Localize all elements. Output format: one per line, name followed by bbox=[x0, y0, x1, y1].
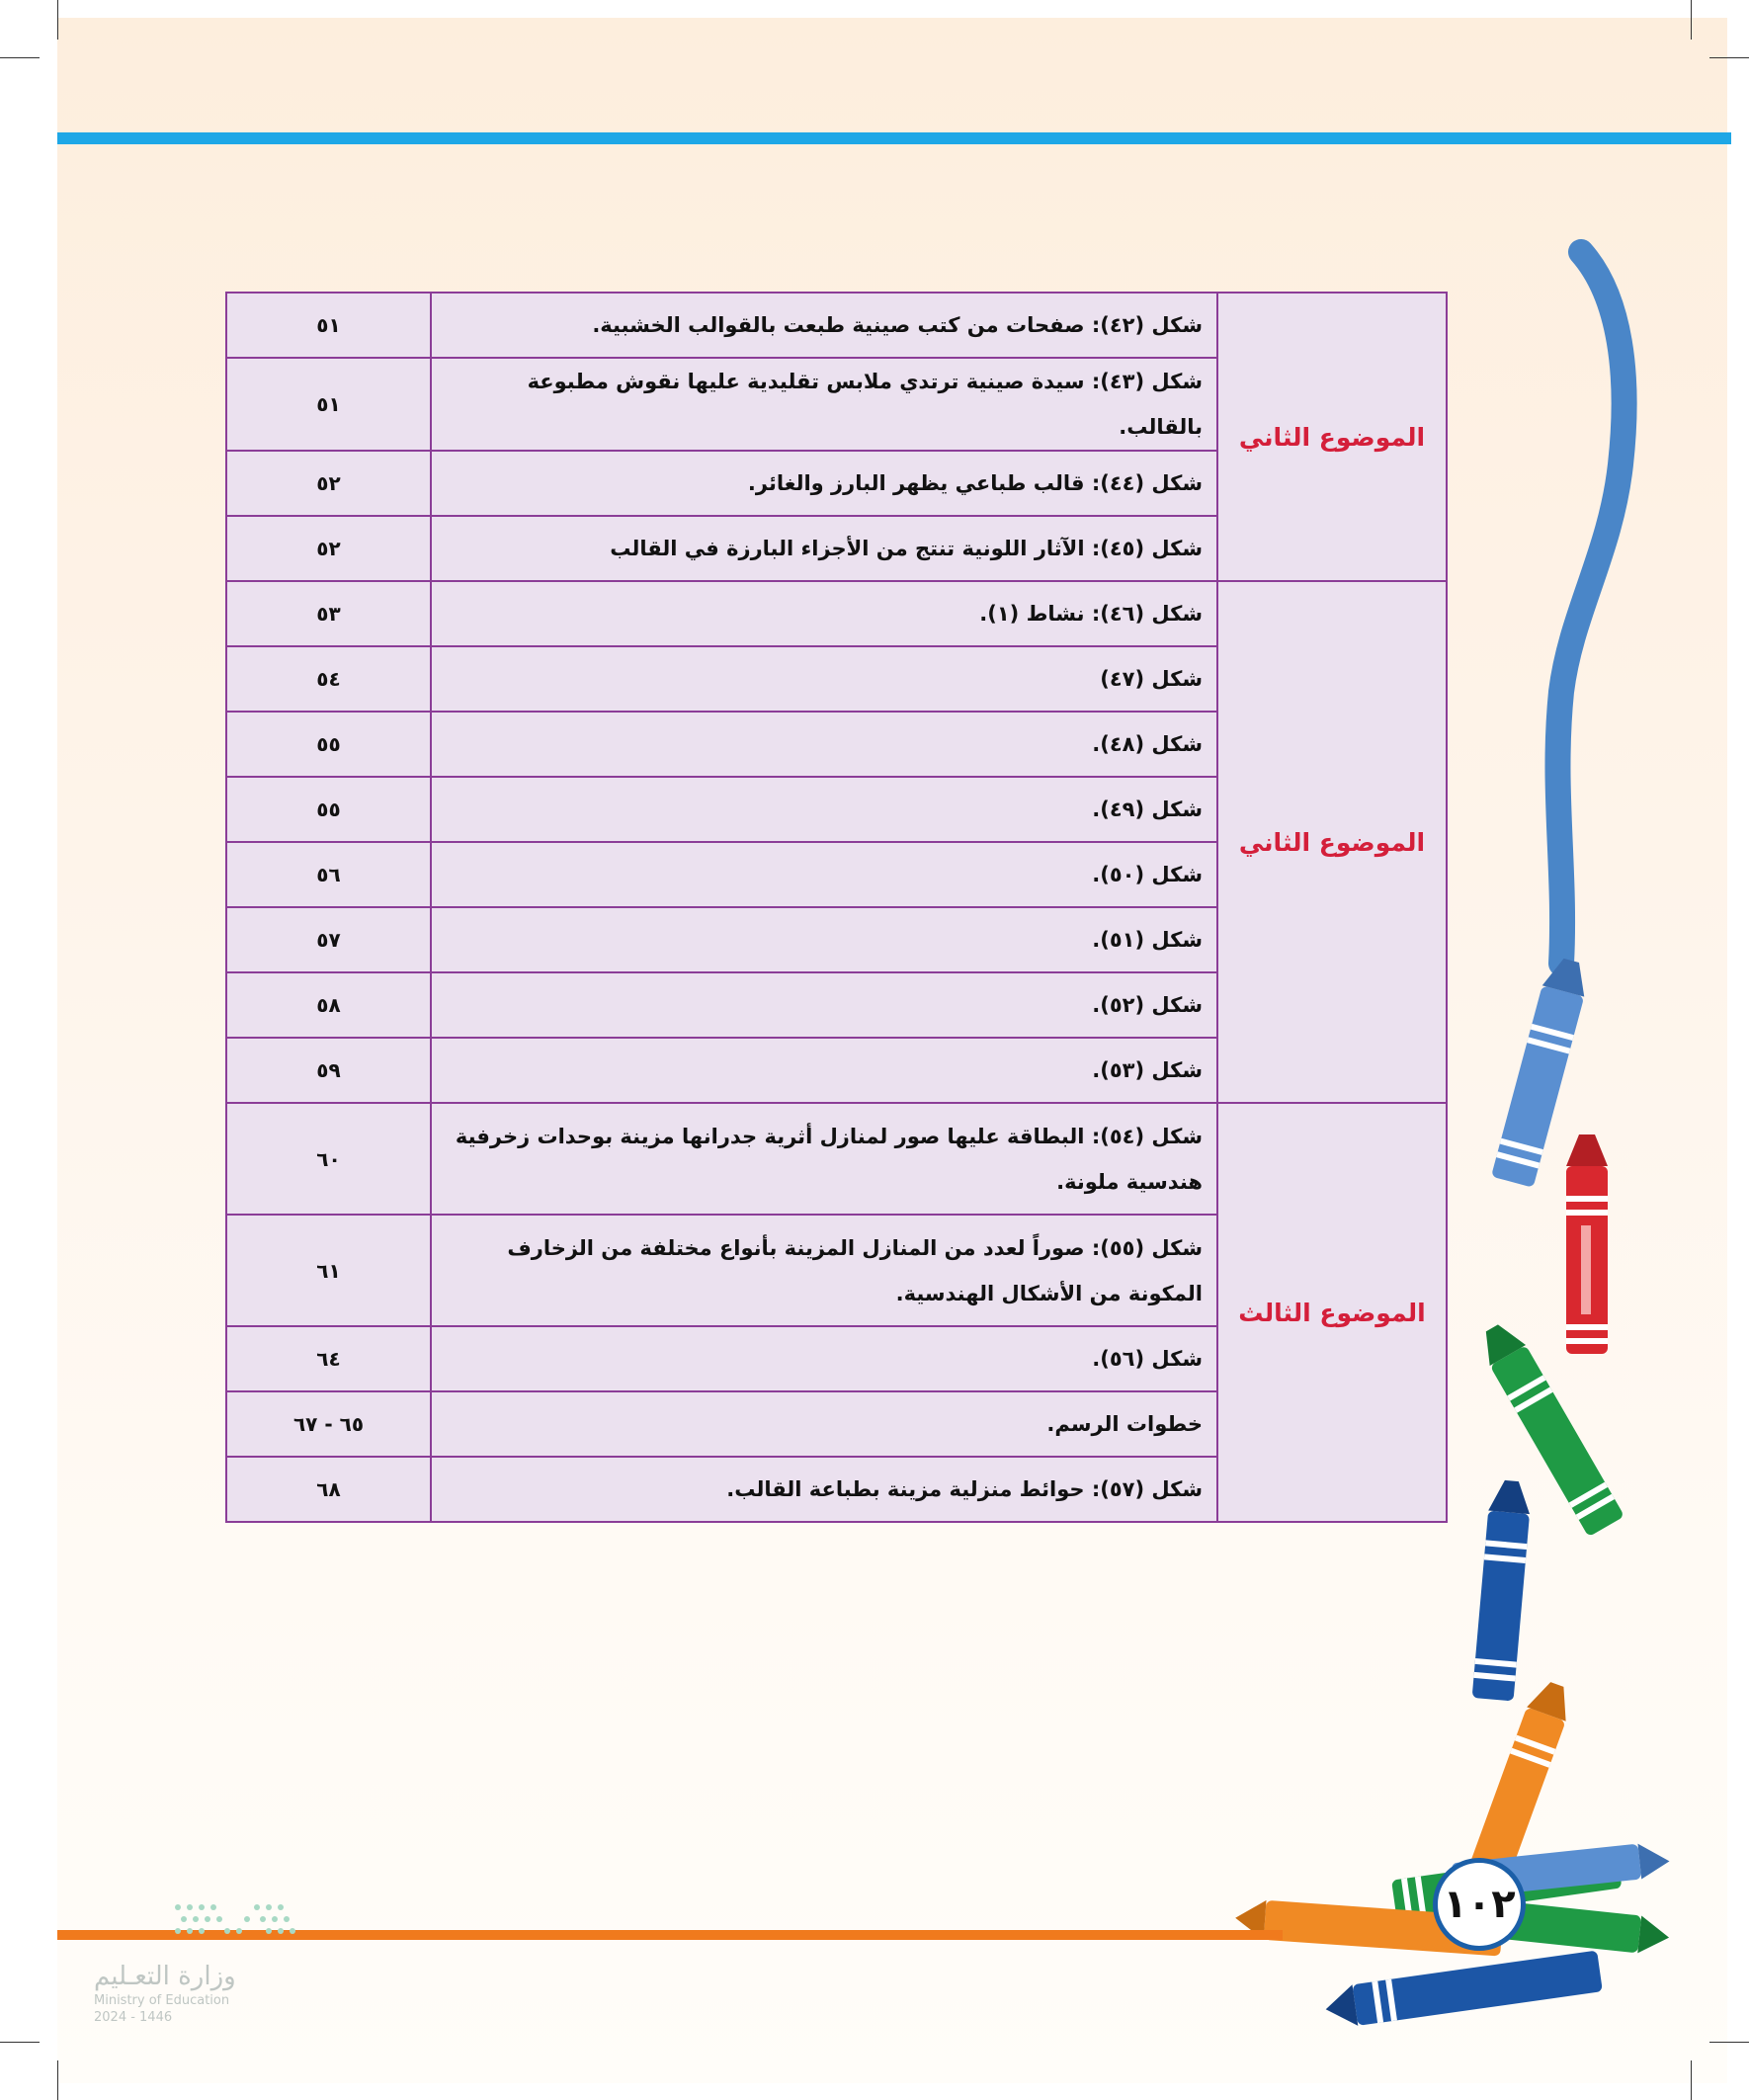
figure-cell: شكل (٤٨). bbox=[431, 712, 1217, 777]
figure-cell: شكل (٥٠). bbox=[431, 842, 1217, 907]
unit-cell: الموضوع الثالث bbox=[1217, 1103, 1447, 1522]
page-cell: ٦٥ - ٦٧ bbox=[226, 1391, 431, 1457]
edition-year: 2024 - 1446 bbox=[94, 2010, 173, 2025]
ministry-logo-dots-icon bbox=[168, 1899, 326, 1949]
table-row bbox=[226, 293, 1447, 358]
page-cell: ٥٤ bbox=[226, 646, 431, 712]
ministry-footer bbox=[94, 1962, 292, 2025]
figure-cell: شكل (٥٥): صوراً لعدد من المنازل المزينة بأنواع مختلفة من الزخارف المكونة من الأشكال الهندسية. bbox=[431, 1215, 1217, 1326]
figure-cell: شكل (٥٧): حوائط منزلية مزينة بطباعة القالب. bbox=[431, 1457, 1217, 1522]
figure-cell: شكل (٥٣). bbox=[431, 1038, 1217, 1103]
page-cell: ٥١ bbox=[226, 293, 431, 358]
page-cell: ٥١ bbox=[226, 358, 431, 451]
page-cell: ٥٦ bbox=[226, 842, 431, 907]
figure-cell: شكل (٤٧) bbox=[431, 646, 1217, 712]
figure-cell: شكل (٤٤): قالب طباعي يظهر البارز والغائر. bbox=[431, 451, 1217, 516]
page-cell: ٥٩ bbox=[226, 1038, 431, 1103]
page-cell: ٥٥ bbox=[226, 712, 431, 777]
figure-cell: شكل (٤٩). bbox=[431, 777, 1217, 842]
page-cell: ٥٧ bbox=[226, 907, 431, 972]
figure-cell: شكل (٤٦): نشاط (١). bbox=[431, 581, 1217, 646]
figures-index-table bbox=[225, 292, 1448, 1523]
figure-cell: شكل (٤٥): الآثار اللونية تنتج من الأجزاء البارزة في القالب bbox=[431, 516, 1217, 581]
table-row bbox=[226, 581, 1447, 646]
page-cell: ٦٠ bbox=[226, 1103, 431, 1215]
unit-cell: الموضوع الثاني bbox=[1217, 293, 1447, 581]
page-cell: ٥٢ bbox=[226, 516, 431, 581]
page-cell: ٥٣ bbox=[226, 581, 431, 646]
figure-cell: شكل (٥٤): البطاقة عليها صور لمنازل أثرية جدرانها مزينة بوحدات زخرفية هندسية ملونة. bbox=[431, 1103, 1217, 1215]
paint-stroke-icon bbox=[1557, 252, 1624, 964]
crayon-red-icon bbox=[1566, 1134, 1608, 1354]
figure-cell: خطوات الرسم. bbox=[431, 1391, 1217, 1457]
crayon-navy-icon bbox=[1472, 1479, 1533, 1702]
page-cell: ٦٨ bbox=[226, 1457, 431, 1522]
unit-cell: الموضوع الثاني bbox=[1217, 581, 1447, 1103]
figure-cell: شكل (٤٢): صفحات من كتب صينية طبعت بالقوالب الخشبية. bbox=[431, 293, 1217, 358]
figure-cell: شكل (٤٣): سيدة صينية ترتدي ملابس تقليدية عليها نقوش مطبوعة بالقالب. bbox=[431, 358, 1217, 451]
figure-cell: شكل (٥١). bbox=[431, 907, 1217, 972]
page-cell: ٥٥ bbox=[226, 777, 431, 842]
page-cell: ٦٤ bbox=[226, 1326, 431, 1391]
ministry-name-ar: وزارة التعـليم bbox=[94, 1962, 236, 1991]
page-number: ١٠٢ bbox=[1433, 1858, 1526, 1951]
ministry-name-en: Ministry of Education bbox=[94, 1993, 230, 2008]
figure-cell: شكل (٥٢). bbox=[431, 972, 1217, 1038]
page-cell: ٥٨ bbox=[226, 972, 431, 1038]
page-cell: ٥٢ bbox=[226, 451, 431, 516]
table-row bbox=[226, 1103, 1447, 1215]
figure-cell: شكل (٥٦). bbox=[431, 1326, 1217, 1391]
page-cell: ٦١ bbox=[226, 1215, 431, 1326]
